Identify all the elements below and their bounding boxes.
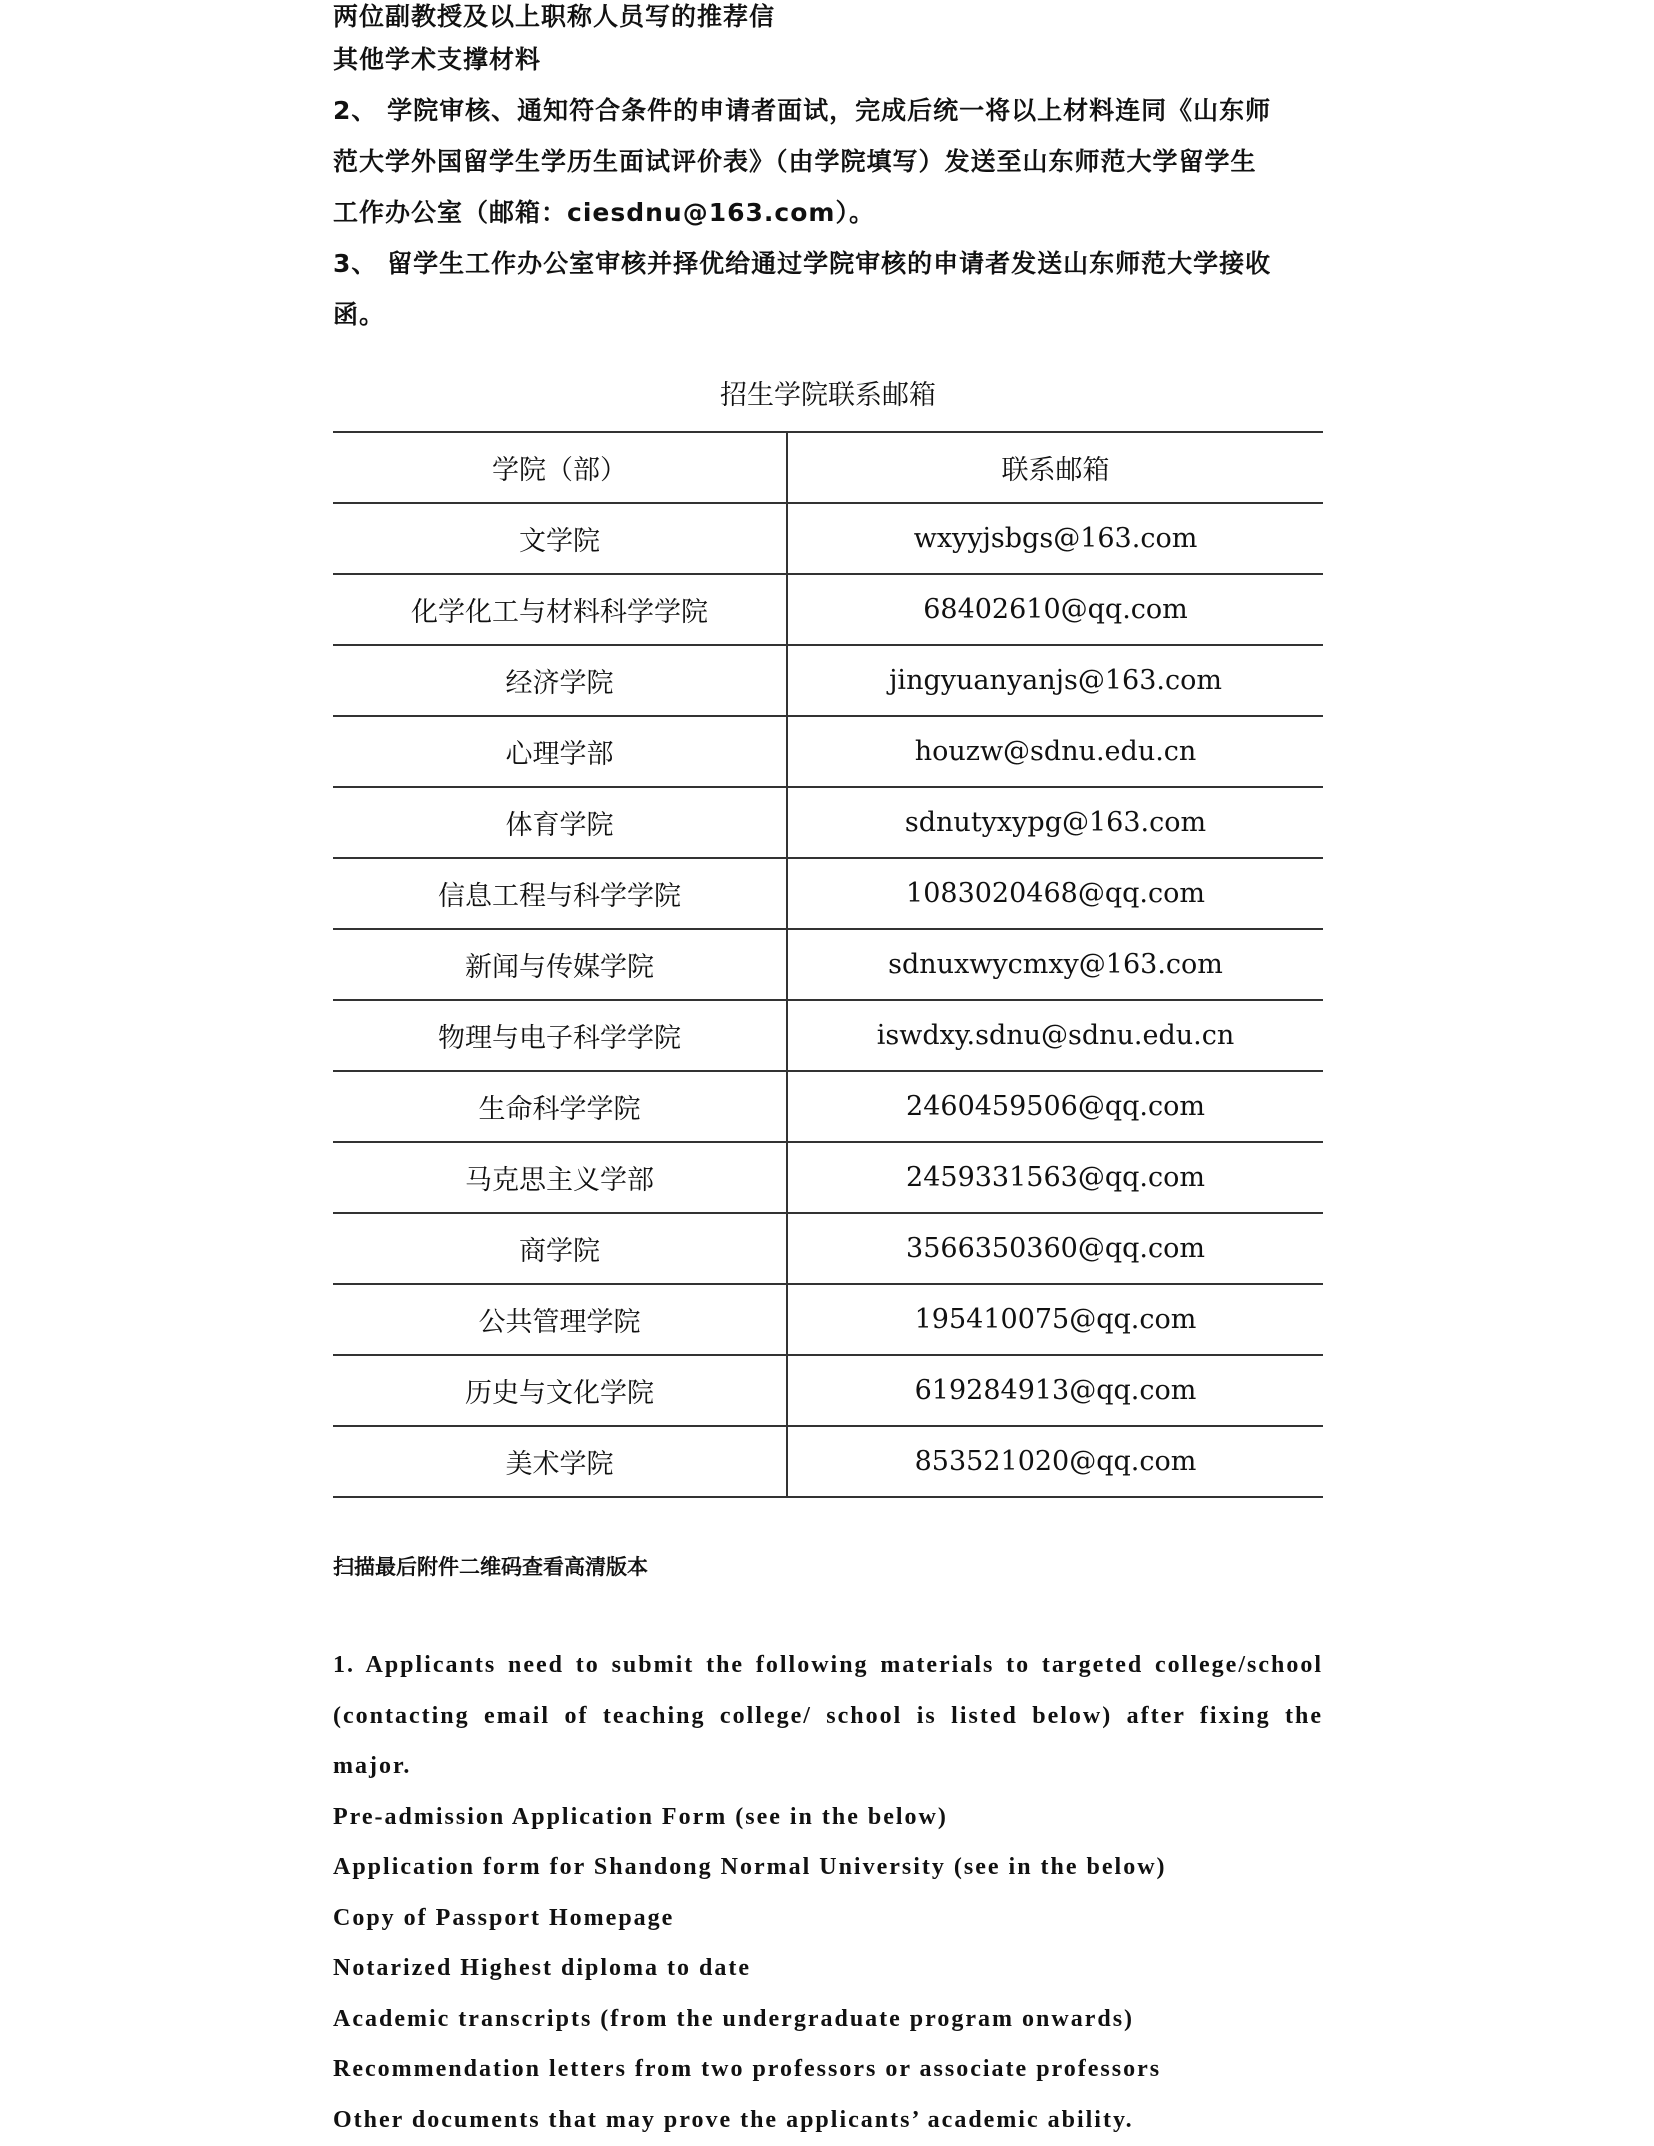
header-email: 联系邮箱 [787, 432, 1323, 503]
college-name: 生命科学学院 [333, 1071, 787, 1142]
instruction-line: 函。 [333, 300, 386, 329]
table-row [333, 787, 1323, 858]
college-name: 历史与文化学院 [333, 1355, 787, 1426]
table-row [333, 503, 1323, 574]
table-row [333, 1213, 1323, 1284]
college-name: 马克思主义学部 [333, 1142, 787, 1213]
english-item: Pre-admission Application Form (see in the below) [333, 1803, 948, 1830]
instruction-line: 其他学术支撑材料 [333, 45, 542, 74]
english-item: Application form for Shandong Normal University (see in the below) [333, 1854, 1167, 1880]
college-email: sdnuxwycmxy@163.com [787, 929, 1323, 1000]
college-email: wxyyjsbgs@163.com [787, 503, 1323, 574]
instruction-line: 2、 学院审核、通知符合条件的申请者面试，完成后统一将以上材料连同《山东师 [333, 96, 1272, 125]
college-name: 美术学院 [333, 1426, 787, 1497]
college-name: 商学院 [333, 1213, 787, 1284]
college-email: 2460459506@qq.com [787, 1071, 1323, 1142]
table-row [333, 1355, 1323, 1426]
english-instructions [333, 1640, 1323, 2145]
college-email: 3566350360@qq.com [787, 1213, 1323, 1284]
college-name: 经济学院 [333, 645, 787, 716]
college-email-table [333, 431, 1323, 1498]
college-email: 1083020468@qq.com [787, 858, 1323, 929]
table-row [333, 645, 1323, 716]
table-row [333, 574, 1323, 645]
english-item: Notarized Highest diploma to date [333, 1955, 751, 1981]
instruction-line: 工作办公室（邮箱：ciesdnu@163.com）。 [333, 198, 875, 227]
college-email: houzw@sdnu.edu.cn [787, 716, 1323, 787]
college-name: 公共管理学院 [333, 1284, 787, 1355]
table-row [333, 1071, 1323, 1142]
college-email: 68402610@qq.com [787, 574, 1323, 645]
table-row [333, 716, 1323, 787]
college-email: 619284913@qq.com [787, 1355, 1323, 1426]
instruction-line: 范大学外国留学生学历生面试评价表》（由学院填写）发送至山东师范大学留学生 [333, 147, 1257, 176]
table-row [333, 1426, 1323, 1497]
college-name: 文学院 [333, 503, 787, 574]
table-row [333, 1142, 1323, 1213]
table-row [333, 1000, 1323, 1071]
college-name: 信息工程与科学学院 [333, 858, 787, 929]
college-email: jingyuanyanjs@163.com [787, 645, 1323, 716]
college-email: 195410075@qq.com [787, 1284, 1323, 1355]
college-email: iswdxy.sdnu@sdnu.edu.cn [787, 1000, 1323, 1071]
college-email: 2459331563@qq.com [787, 1142, 1323, 1213]
college-name: 物理与电子科学学院 [333, 1000, 787, 1071]
table-header-row [333, 432, 1323, 503]
english-item: Other documents that may prove the applicants’ academic ability. [333, 2106, 1134, 2133]
table-title: 招生学院联系邮箱 [720, 380, 936, 411]
english-intro: 1. Applicants need to submit the following materials to targeted college/school (contacting email of teaching college/ school is listed below) after fixing the major. [333, 1652, 1323, 1779]
instruction-line: 3、 留学生工作办公室审核并择优给通过学院审核的申请者发送山东师范大学接收 [333, 249, 1272, 278]
english-item: Academic transcripts (from the undergraduate program onwards) [333, 2005, 1135, 2032]
table-row [333, 929, 1323, 1000]
college-name: 心理学部 [333, 716, 787, 787]
chinese-instructions [333, 0, 1323, 340]
college-name: 化学化工与材料科学学院 [333, 574, 787, 645]
table-row [333, 858, 1323, 929]
college-name: 体育学院 [333, 787, 787, 858]
college-email: 853521020@qq.com [787, 1426, 1323, 1497]
english-item: Copy of Passport Homepage [333, 1904, 675, 1931]
table-row [333, 1284, 1323, 1355]
qr-code-note: 扫描最后附件二维码查看高清版本 [333, 1555, 648, 1579]
english-item: Recommendation letters from two professors or associate professors [333, 2056, 1162, 2082]
document-page [333, 0, 1323, 2133]
college-name: 新闻与传媒学院 [333, 929, 787, 1000]
college-email: sdnutyxypg@163.com [787, 787, 1323, 858]
header-college: 学院（部） [333, 432, 787, 503]
instruction-line: 两位副教授及以上职称人员写的推荐信 [333, 2, 776, 31]
